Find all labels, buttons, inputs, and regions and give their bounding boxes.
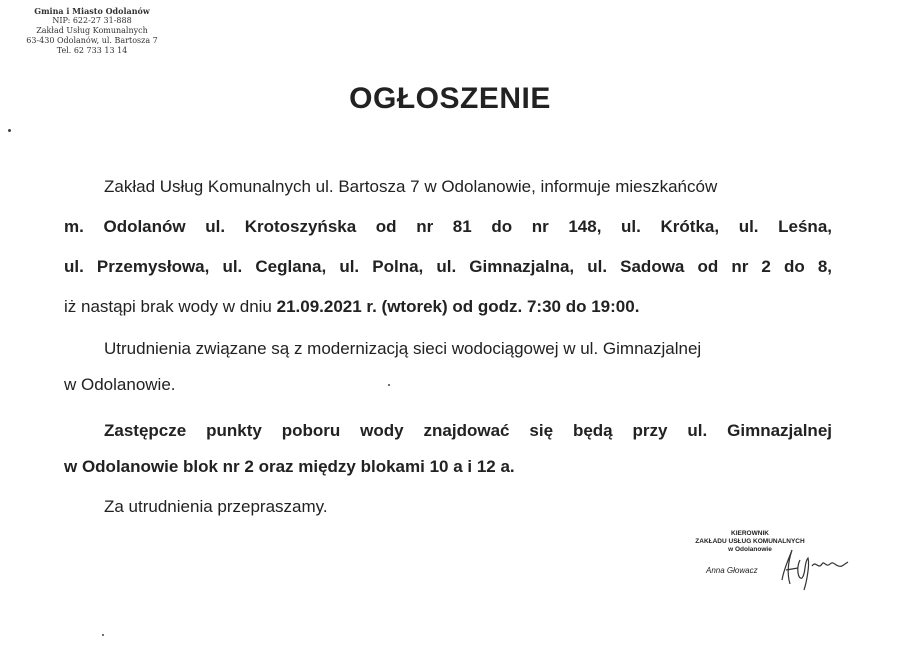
paragraph-1-text: m.	[64, 217, 104, 236]
handwritten-signature	[760, 540, 850, 592]
scan-speck	[8, 129, 11, 132]
stamp-line: NIP: 622-27 31-888	[52, 16, 132, 25]
paragraph-2-line-1: Utrudnienia związane są z modernizacją sieci wodociągowej w ul. Gimnazjalnej	[104, 339, 702, 358]
scan-speck	[102, 634, 104, 636]
paragraph-1-line-1: Zakład Usług Komunalnych ul. Bartosza 7 w Odolanowie, informuje mieszkańców	[104, 177, 718, 196]
paragraph-1-text: iż nastąpi brak wody w dniu	[64, 297, 277, 316]
paragraph-3-line-2: w Odolanowie blok nr 2 oraz między blokami 10 a i 12 a.	[64, 457, 515, 476]
paragraph-2-line-2: w Odolanowie.	[64, 375, 176, 394]
signature-role: ZAKŁADU USŁUG KOMUNALNYCH	[695, 538, 805, 545]
stamp-line: Tel. 62 733 13 14	[56, 46, 128, 55]
paragraph-1-text: Odolanów ul. Krotoszyńska od nr 81 do nr 148, ul. Krótka, ul. Leśna,	[103, 217, 832, 236]
signature-name: Anna Głowacz	[706, 566, 758, 575]
paragraph-1-date: 21.09.2021 r. (wtorek) od godz. 7:30 do 19:00.	[276, 297, 640, 316]
signature-role: KIEROWNIK	[731, 530, 769, 537]
scan-speck	[388, 384, 390, 386]
paragraph-1-line-3: ul. Przemysłowa, ul. Ceglana, ul. Polna, ul. Gimnazjalna, ul. Sadowa od nr 2 do 8,	[64, 257, 832, 276]
page-title: OGŁOSZENIE	[349, 82, 551, 115]
stamp-line: 63-430 Odolanów, ul. Bartosza 7	[26, 36, 158, 45]
stamp-line: Gmina i Miasto Odolanów	[34, 6, 150, 16]
paragraph-3-line-1: Zastępcze punkty poboru wody znajdować się będą przy ul. Gimnazjalnej	[104, 421, 832, 440]
closing-text: Za utrudnienia przepraszamy.	[104, 497, 328, 516]
stamp-line: Zakład Usług Komunalnych	[36, 26, 148, 35]
paragraph-1-line-2	[64, 216, 832, 238]
company-stamp	[12, 6, 172, 56]
signature-role: w Odolanowie	[728, 546, 772, 553]
paragraph-1-line-4	[64, 296, 832, 318]
